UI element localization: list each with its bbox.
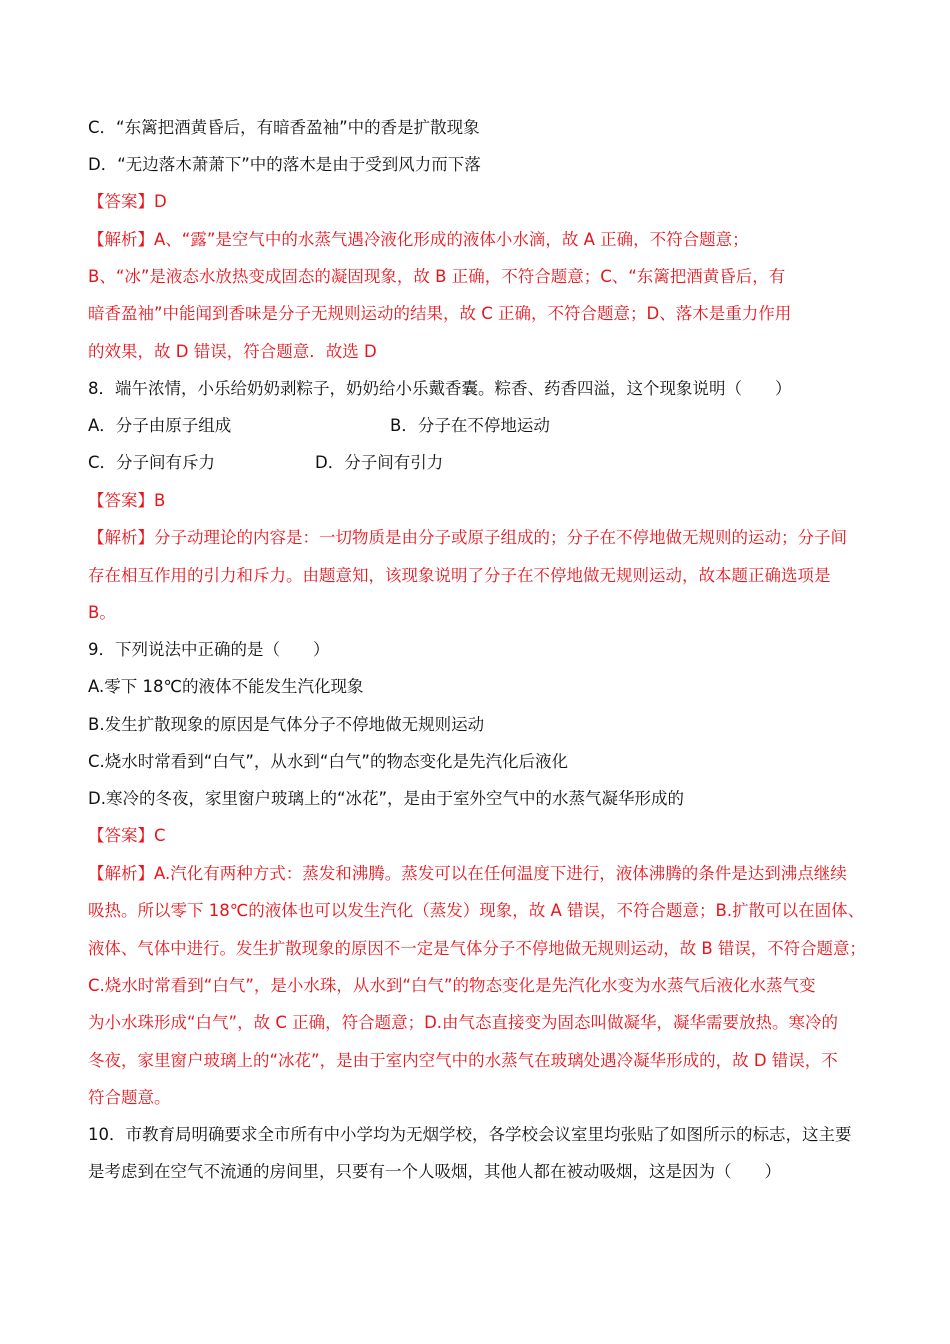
q7-option-d: D．“无边落木萧萧下”中的落木是由于受到风力而下落: [88, 155, 481, 174]
q7-answer: 【答案】D: [88, 192, 167, 211]
q8-option-a: A．分子由原子组成: [88, 416, 232, 435]
q9-analysis-line: 吸热。所以零下 18℃的液体也可以发生汽化（蒸发）现象，故 A 错误，不符合题意；B.扩散可以在固体、: [88, 901, 865, 920]
q9-option-a: A.零下 18℃的液体不能发生汽化现象: [88, 677, 364, 696]
q8-analysis-line: 存在相互作用的引力和斥力。由题意知，该现象说明了分子在不停地做无规则运动，故本题正确选项是: [88, 566, 831, 585]
q7-analysis-line: 暗香盈袖”中能闻到香味是分子无规则运动的结果，故 C 正确，不符合题意；D、落木是重力作用: [88, 304, 792, 323]
q8-analysis-line: B。: [88, 603, 116, 622]
q9-option-d: D.寒冷的冬夜，家里窗户玻璃上的“冰花”，是由于室外空气中的水蒸气凝华形成的: [88, 789, 685, 808]
q8-option-d: D．分子间有引力: [315, 453, 444, 472]
q9-answer: 【答案】C: [88, 826, 166, 845]
q9-analysis-line: 冬夜，家里窗户玻璃上的“冰花”，是由于室内空气中的水蒸气在玻璃处遇冷凝华形成的，故 D 错误，不: [88, 1051, 838, 1070]
q9-analysis-line: 符合题意。: [88, 1088, 171, 1107]
q10-stem-line: 是考虑到在空气不流通的房间里，只要有一个人吸烟，其他人都在被动吸烟，这是因为（ ）: [88, 1162, 781, 1181]
q10-stem-line: 10．市教育局明确要求全市所有中小学均为无烟学校，各学校会议室里均张贴了如图所示的标志，这主要: [88, 1125, 852, 1144]
q7-analysis-line: B、“冰”是液态水放热变成固态的凝固现象，故 B 正确，不符合题意；C、“东篱把酒黄昏后，有: [88, 267, 786, 286]
q9-analysis-line: 【解析】A.汽化有两种方式：蒸发和沸腾。蒸发可以在任何温度下进行，液体沸腾的条件是达到沸点继续: [88, 864, 847, 883]
q8-answer: 【答案】B: [88, 491, 166, 510]
q9-option-c: C.烧水时常看到“白气”，从水到“白气”的物态变化是先汽化后液化: [88, 752, 568, 771]
q8-option-b: B．分子在不停地运动: [390, 416, 550, 435]
q8-analysis-line: 【解析】分子动理论的内容是：一切物质是由分子或原子组成的；分子在不停地做无规则的运动；分子间: [88, 528, 847, 547]
q7-analysis-line: 【解析】A、“露”是空气中的水蒸气遇冷液化形成的液体小水滴，故 A 正确，不符合题意；: [88, 230, 749, 249]
q9-analysis-line: 液体、气体中进行。发生扩散现象的原因不一定是气体分子不停地做无规则运动，故 B 错误，不符合题意；: [88, 939, 866, 958]
q9-option-b: B.发生扩散现象的原因是气体分子不停地做无规则运动: [88, 715, 485, 734]
q9-stem: 9．下列说法中正确的是（ ）: [88, 640, 330, 659]
q9-analysis-line: 为小水珠形成“白气”，故 C 正确，符合题意；D.由气态直接变为固态叫做凝华，凝华需要放热。寒冷的: [88, 1013, 839, 1032]
q7-option-c: C．“东篱把酒黄昏后，有暗香盈袖”中的香是扩散现象: [88, 118, 480, 137]
q8-stem: 8．端午浓情，小乐给奶奶剥粽子，奶奶给小乐戴香囊。粽香、药香四溢，这个现象说明（ ）: [88, 379, 792, 398]
q7-analysis-line: 的效果，故 D 错误，符合题意．故选 D: [88, 342, 377, 361]
q8-option-c: C．分子间有斥力: [88, 453, 216, 472]
q9-analysis-line: C.烧水时常看到“白气”，是小水珠，从水到“白气”的物态变化是先汽化水变为水蒸气后液化水蒸气变: [88, 976, 816, 995]
